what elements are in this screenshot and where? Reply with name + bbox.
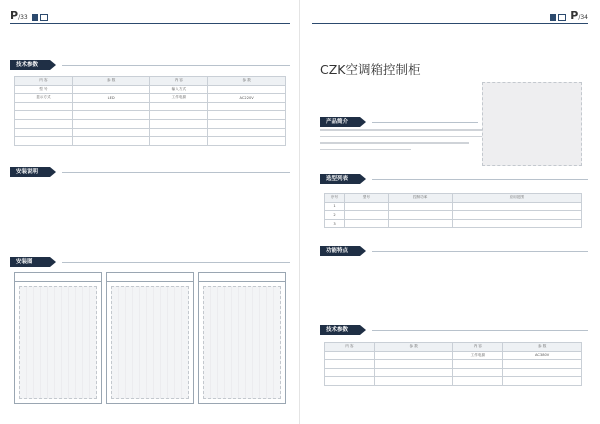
cell — [374, 360, 453, 369]
header-cell: 参 数 — [374, 343, 453, 352]
cell: 型 号 — [15, 85, 73, 94]
table-row — [325, 202, 582, 211]
cell — [325, 377, 375, 386]
cell — [208, 119, 286, 128]
cell — [208, 102, 286, 111]
header-cell: 应用范围 — [452, 194, 581, 203]
header-cell: 参 数 — [503, 343, 582, 352]
cell: 1 — [325, 202, 345, 211]
cell — [15, 111, 73, 120]
wiring-diagram-placeholder — [19, 286, 97, 399]
cell — [344, 211, 388, 220]
table-row — [15, 137, 286, 146]
wiring-panel-1 — [14, 272, 102, 404]
table-row — [15, 94, 286, 103]
right-page-number: P/34 — [570, 9, 588, 22]
table-row — [15, 128, 286, 137]
spec-table — [14, 76, 286, 146]
cell — [72, 85, 150, 94]
breadcrumb-subcategory — [40, 14, 48, 21]
right-breadcrumb — [550, 14, 566, 21]
cell: 显示方式 — [15, 94, 73, 103]
table-row — [325, 211, 582, 220]
wiring-panel-2 — [106, 272, 194, 404]
table-row — [15, 119, 286, 128]
cell — [150, 102, 208, 111]
cell — [325, 368, 375, 377]
cell: 输入方式 — [150, 85, 208, 94]
section-rule — [62, 172, 290, 173]
text-line — [320, 142, 469, 144]
cell — [150, 111, 208, 120]
header-cell: 型号 — [344, 194, 388, 203]
cell — [208, 111, 286, 120]
cell — [15, 137, 73, 146]
left-header-rule — [10, 23, 290, 24]
cell — [325, 360, 375, 369]
wiring-panel-title — [15, 273, 101, 282]
text-line — [320, 149, 411, 151]
wiring-diagram-placeholder — [203, 286, 281, 399]
cell — [72, 137, 150, 146]
table-row — [325, 360, 582, 369]
cell — [374, 368, 453, 377]
header-cell: 参 数 — [72, 77, 150, 86]
cell — [72, 102, 150, 111]
cell — [388, 211, 452, 220]
spec-table-header — [15, 77, 286, 86]
cell — [150, 119, 208, 128]
cell — [150, 128, 208, 137]
selection-table-header — [325, 194, 582, 203]
cell — [452, 211, 581, 220]
section-rule — [372, 179, 588, 180]
header-cell: 内 容 — [15, 77, 73, 86]
wiring-panel-3 — [198, 272, 286, 404]
selection-table — [324, 193, 582, 228]
cell — [388, 219, 452, 228]
cell — [503, 368, 582, 377]
cell — [344, 219, 388, 228]
cell — [452, 219, 581, 228]
header-cell: 内 容 — [325, 343, 375, 352]
table-row — [325, 219, 582, 228]
text-line — [320, 129, 482, 131]
table-row — [15, 111, 286, 120]
text-line — [320, 136, 482, 138]
table-row — [325, 351, 582, 360]
product-title: CZK空调箱控制柜 — [320, 62, 421, 77]
cell — [453, 360, 503, 369]
breadcrumb-category — [550, 14, 556, 21]
table-row — [15, 102, 286, 111]
cell — [15, 128, 73, 137]
cell — [452, 202, 581, 211]
cell: LED — [72, 94, 150, 103]
section-rule — [372, 122, 478, 123]
cell — [208, 85, 286, 94]
right-page — [300, 0, 600, 424]
cabinet-photo-placeholder — [482, 82, 582, 166]
section-intro: 产品简介 — [320, 117, 360, 127]
section-wiring: 安装图 — [10, 257, 50, 267]
cell: 2 — [325, 211, 345, 220]
table-row — [325, 377, 582, 386]
cell — [208, 128, 286, 137]
cell — [388, 202, 452, 211]
section-tech-params: 技术参数 — [10, 60, 50, 70]
section-rule — [62, 262, 290, 263]
header-cell: 内 容 — [150, 77, 208, 86]
header-cell: 参 数 — [208, 77, 286, 86]
cell — [208, 137, 286, 146]
table-row — [325, 368, 582, 377]
cell — [503, 360, 582, 369]
param-table — [324, 342, 582, 386]
right-header-rule — [312, 23, 588, 24]
wiring-panel-title — [107, 273, 193, 282]
header-cell: 内 容 — [453, 343, 503, 352]
cell — [150, 137, 208, 146]
wiring-diagram-placeholder — [111, 286, 189, 399]
section-rule — [372, 330, 588, 331]
header-cell: 控制功率 — [388, 194, 452, 203]
cell — [453, 377, 503, 386]
cell — [374, 351, 453, 360]
cell — [72, 111, 150, 120]
cell — [72, 119, 150, 128]
section-rule — [372, 251, 588, 252]
section-install-notes: 安装说明 — [10, 167, 50, 177]
breadcrumb-subcategory — [558, 14, 566, 21]
left-breadcrumb — [32, 14, 48, 21]
section-params: 技术参数 — [320, 325, 360, 335]
cell: 3 — [325, 219, 345, 228]
section-selection: 选型列表 — [320, 174, 360, 184]
cell — [15, 102, 73, 111]
cell — [374, 377, 453, 386]
cell: 工作电源 — [453, 351, 503, 360]
table-row — [15, 85, 286, 94]
section-features: 功能特点 — [320, 246, 360, 256]
param-table-header — [325, 343, 582, 352]
breadcrumb-category — [32, 14, 38, 21]
left-page-number: P/33 — [10, 9, 28, 22]
section-rule — [62, 65, 290, 66]
cell — [453, 368, 503, 377]
cell — [344, 202, 388, 211]
cell — [72, 128, 150, 137]
intro-text-placeholder — [320, 129, 482, 155]
cell — [325, 351, 375, 360]
header-cell: 序号 — [325, 194, 345, 203]
cell: 工作电源 — [150, 94, 208, 103]
cell: AC220V — [208, 94, 286, 103]
cell — [503, 377, 582, 386]
cell: AC380V — [503, 351, 582, 360]
cell — [15, 119, 73, 128]
wiring-panel-title — [199, 273, 285, 282]
